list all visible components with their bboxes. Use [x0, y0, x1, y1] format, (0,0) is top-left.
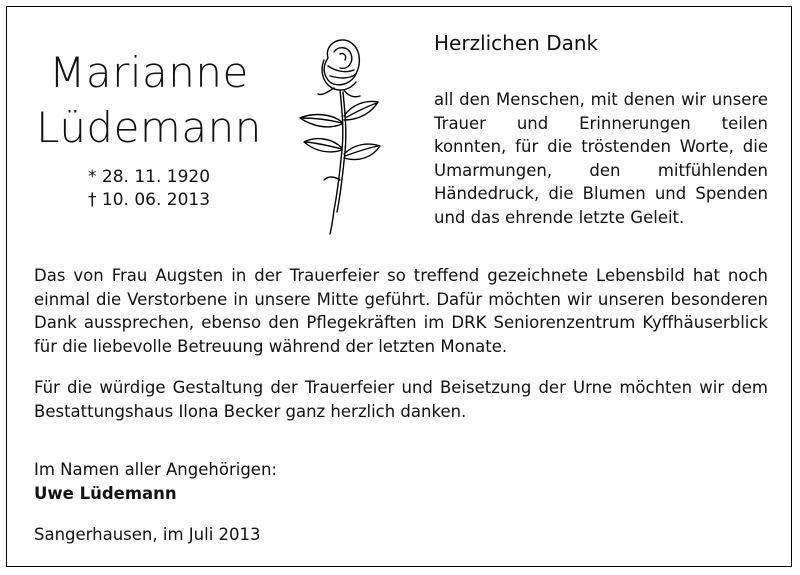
death-date: † 10. 06. 2013	[88, 190, 211, 210]
place-and-date: Sangerhausen, im Juli 2013	[34, 525, 261, 544]
body-paragraph: Für die würdige Gestaltung der Trauerfeier und Beisetzung der Urne möchten wir dem Bestattungshaus Ilona Becker ganz herzlich danken.	[34, 378, 768, 421]
thanks-text: all den Menschen, mit denen wir unsere Trauer und Erinnerungen teilen konnten, für die tröstenden Worte, die Umarmungen, den mitfühlenden Händedruck, die Blumen und Spenden und das ehrende letzte Geleit.	[434, 90, 768, 227]
birth-date: * 28. 11. 1920	[88, 167, 211, 187]
signature-name: Uwe Lüdemann	[34, 484, 177, 503]
deceased-last-name: Lüdemann	[36, 103, 262, 152]
life-dates	[88, 166, 210, 212]
thanks-title: Herzlichen Dank	[434, 31, 599, 55]
body-paragraph: Das von Frau Augsten in der Trauerfeier so treffend gezeichnete Lebensbild hat noch einmal die Verstorbene in unsere Mitte geführt. Dafür möchten wir unseren besonderen Dank aussprechen, ebenso den Pflegekräften im DRK Seniorenzentrum Kyffhäuserblick für die liebevolle Betreuung während der letzten Monate.	[34, 266, 768, 356]
signature-block	[34, 458, 277, 506]
deceased-first-name: Marianne	[49, 48, 249, 97]
rose-icon	[288, 30, 388, 240]
signature-line: Im Namen aller Angehörigen:	[34, 460, 277, 479]
